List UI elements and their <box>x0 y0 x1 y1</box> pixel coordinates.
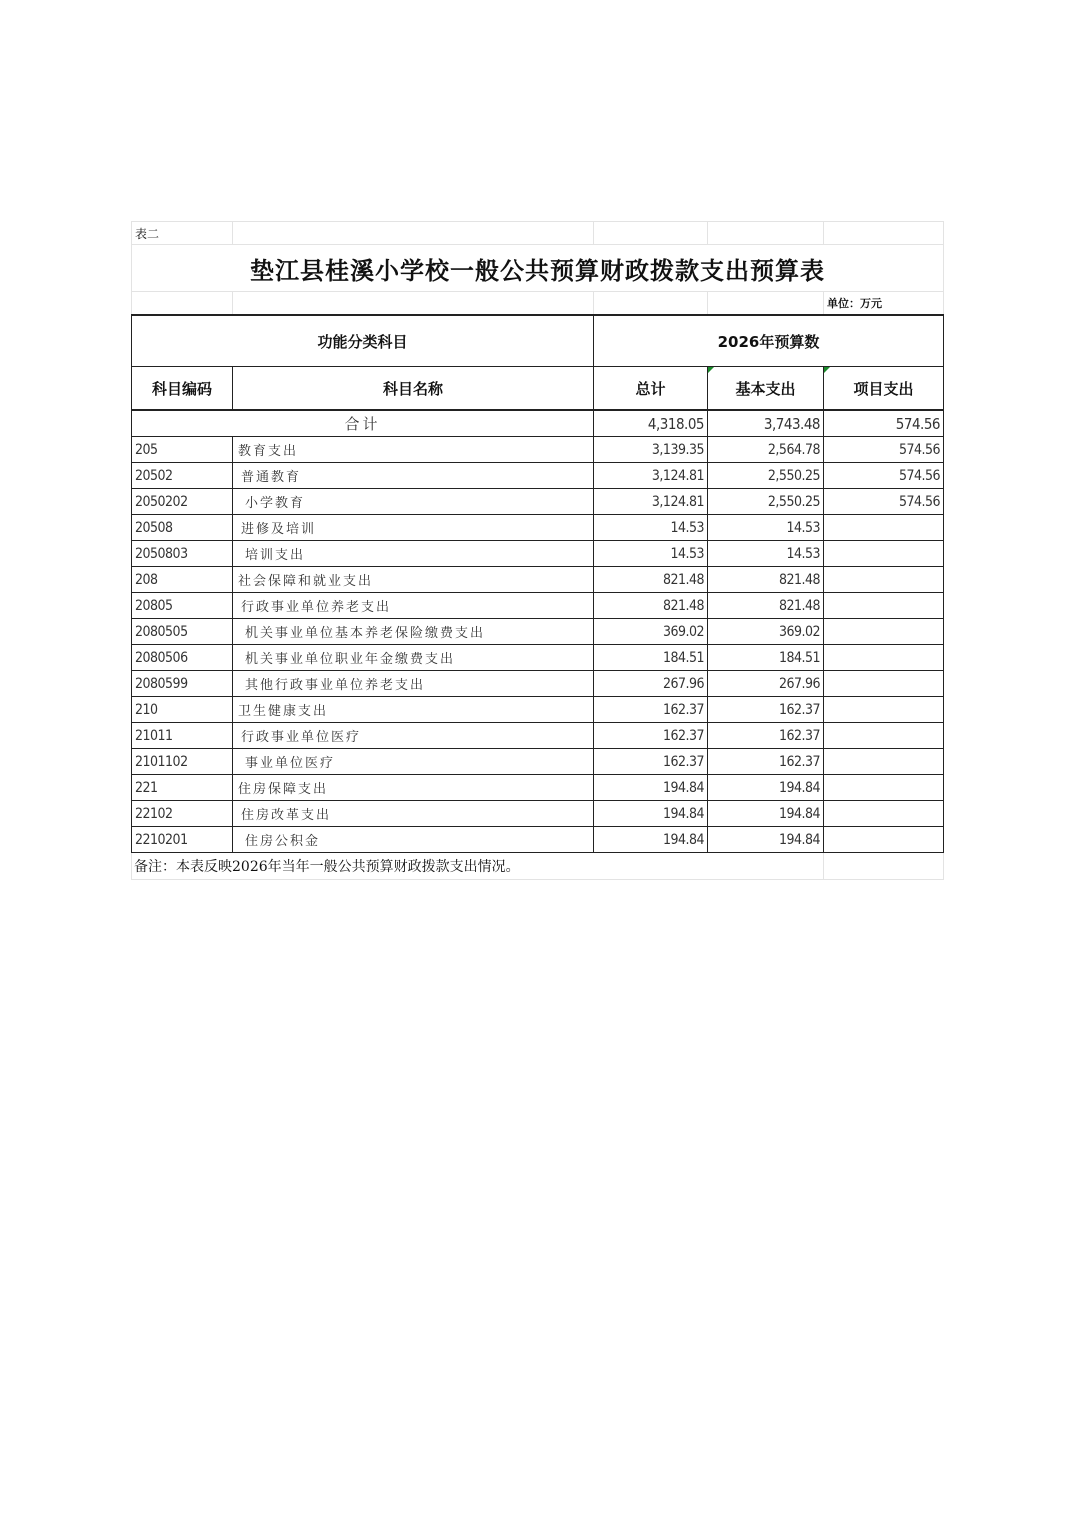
table-row <box>132 775 944 801</box>
row-total: 194.84 <box>594 775 708 801</box>
row-name: 住房改革支出 <box>233 801 594 827</box>
row-code: 210 <box>132 697 233 723</box>
table-body <box>132 437 944 853</box>
row-name: 卫生健康支出 <box>233 697 594 723</box>
row-basic: 184.51 <box>708 645 824 671</box>
row-name: 事业单位医疗 <box>233 749 594 775</box>
row-total: 3,124.81 <box>594 463 708 489</box>
empty-cell <box>708 292 824 316</box>
row-basic: 162.37 <box>708 723 824 749</box>
table-row <box>132 645 944 671</box>
table-row <box>132 801 944 827</box>
row-name: 社会保障和就业支出 <box>233 567 594 593</box>
table-row <box>132 697 944 723</box>
table-row <box>132 723 944 749</box>
row-total: 821.48 <box>594 593 708 619</box>
row-total: 162.37 <box>594 723 708 749</box>
row-code: 21011 <box>132 723 233 749</box>
empty-cell <box>132 292 233 316</box>
row-project <box>824 697 944 723</box>
total-row <box>132 410 944 437</box>
row-code: 22102 <box>132 801 233 827</box>
row-code: 221 <box>132 775 233 801</box>
table-row <box>132 593 944 619</box>
header-project: 项目支出 <box>824 367 944 411</box>
row-name: 行政事业单位医疗 <box>233 723 594 749</box>
row-project <box>824 593 944 619</box>
row-name: 教育支出 <box>233 437 594 463</box>
total-basic: 3,743.48 <box>708 410 824 437</box>
row-code: 2080506 <box>132 645 233 671</box>
row-name: 机关事业单位职业年金缴费支出 <box>233 645 594 671</box>
row-total: 267.96 <box>594 671 708 697</box>
row-name: 住房保障支出 <box>233 775 594 801</box>
row-basic: 267.96 <box>708 671 824 697</box>
row-code: 208 <box>132 567 233 593</box>
row-total: 14.53 <box>594 515 708 541</box>
row-name: 进修及培训 <box>233 515 594 541</box>
row-total: 3,124.81 <box>594 489 708 515</box>
row-code: 2080599 <box>132 671 233 697</box>
row-name: 机关事业单位基本养老保险缴费支出 <box>233 619 594 645</box>
total-project: 574.56 <box>824 410 944 437</box>
header-name: 科目名称 <box>233 367 594 411</box>
empty-cell <box>233 292 594 316</box>
row-project: 574.56 <box>824 437 944 463</box>
header-total: 总计 <box>594 367 708 411</box>
row-basic: 162.37 <box>708 749 824 775</box>
header-function-category: 功能分类科目 <box>132 315 594 367</box>
row-basic: 821.48 <box>708 567 824 593</box>
total-label: 合计 <box>132 410 594 437</box>
header-budget-year: 2026年预算数 <box>594 315 944 367</box>
unit-label: 单位：万元 <box>824 292 944 316</box>
row-code: 2050202 <box>132 489 233 515</box>
table-row <box>132 437 944 463</box>
table-row <box>132 489 944 515</box>
row-code: 2210201 <box>132 827 233 853</box>
row-basic: 369.02 <box>708 619 824 645</box>
row-basic: 194.84 <box>708 801 824 827</box>
budget-table <box>131 221 944 880</box>
row-total: 194.84 <box>594 801 708 827</box>
row-basic: 194.84 <box>708 827 824 853</box>
row-project <box>824 567 944 593</box>
table-label: 表二 <box>132 222 233 245</box>
header-basic: 基本支出 <box>708 367 824 411</box>
row-project <box>824 723 944 749</box>
row-basic: 821.48 <box>708 593 824 619</box>
header-code: 科目编码 <box>132 367 233 411</box>
row-code: 20805 <box>132 593 233 619</box>
table-row <box>132 515 944 541</box>
row-project <box>824 801 944 827</box>
row-total: 162.37 <box>594 749 708 775</box>
row-project <box>824 541 944 567</box>
table-row <box>132 619 944 645</box>
row-total: 3,139.35 <box>594 437 708 463</box>
table-row <box>132 463 944 489</box>
row-code: 20508 <box>132 515 233 541</box>
row-code: 2101102 <box>132 749 233 775</box>
empty-cell <box>594 292 708 316</box>
row-basic: 2,550.25 <box>708 463 824 489</box>
row-total: 14.53 <box>594 541 708 567</box>
row-name: 住房公积金 <box>233 827 594 853</box>
row-total: 369.02 <box>594 619 708 645</box>
row-name: 普通教育 <box>233 463 594 489</box>
row-project <box>824 515 944 541</box>
row-basic: 2,550.25 <box>708 489 824 515</box>
row-total: 194.84 <box>594 827 708 853</box>
table-row <box>132 827 944 853</box>
budget-sheet <box>131 221 943 880</box>
empty-cell <box>594 222 708 245</box>
row-project <box>824 645 944 671</box>
table-row <box>132 541 944 567</box>
empty-cell <box>233 222 594 245</box>
row-basic: 194.84 <box>708 775 824 801</box>
table-row <box>132 671 944 697</box>
table-row <box>132 567 944 593</box>
row-total: 162.37 <box>594 697 708 723</box>
table-row <box>132 749 944 775</box>
row-basic: 2,564.78 <box>708 437 824 463</box>
row-code: 2080505 <box>132 619 233 645</box>
row-name: 小学教育 <box>233 489 594 515</box>
page-title: 垫江县桂溪小学校一般公共预算财政拨款支出预算表 <box>132 245 944 292</box>
row-name: 行政事业单位养老支出 <box>233 593 594 619</box>
empty-cell <box>708 222 824 245</box>
row-project <box>824 671 944 697</box>
row-project: 574.56 <box>824 463 944 489</box>
row-project <box>824 619 944 645</box>
footnote: 备注：本表反映2026年当年一般公共预算财政拨款支出情况。 <box>132 853 824 880</box>
row-total: 821.48 <box>594 567 708 593</box>
total-amount: 4,318.05 <box>594 410 708 437</box>
empty-cell <box>824 853 944 880</box>
row-basic: 14.53 <box>708 541 824 567</box>
row-total: 184.51 <box>594 645 708 671</box>
row-basic: 14.53 <box>708 515 824 541</box>
row-name: 其他行政事业单位养老支出 <box>233 671 594 697</box>
row-code: 2050803 <box>132 541 233 567</box>
row-project <box>824 749 944 775</box>
empty-cell <box>824 222 944 245</box>
row-code: 20502 <box>132 463 233 489</box>
row-code: 205 <box>132 437 233 463</box>
row-project: 574.56 <box>824 489 944 515</box>
row-project <box>824 827 944 853</box>
row-basic: 162.37 <box>708 697 824 723</box>
row-name: 培训支出 <box>233 541 594 567</box>
row-project <box>824 775 944 801</box>
